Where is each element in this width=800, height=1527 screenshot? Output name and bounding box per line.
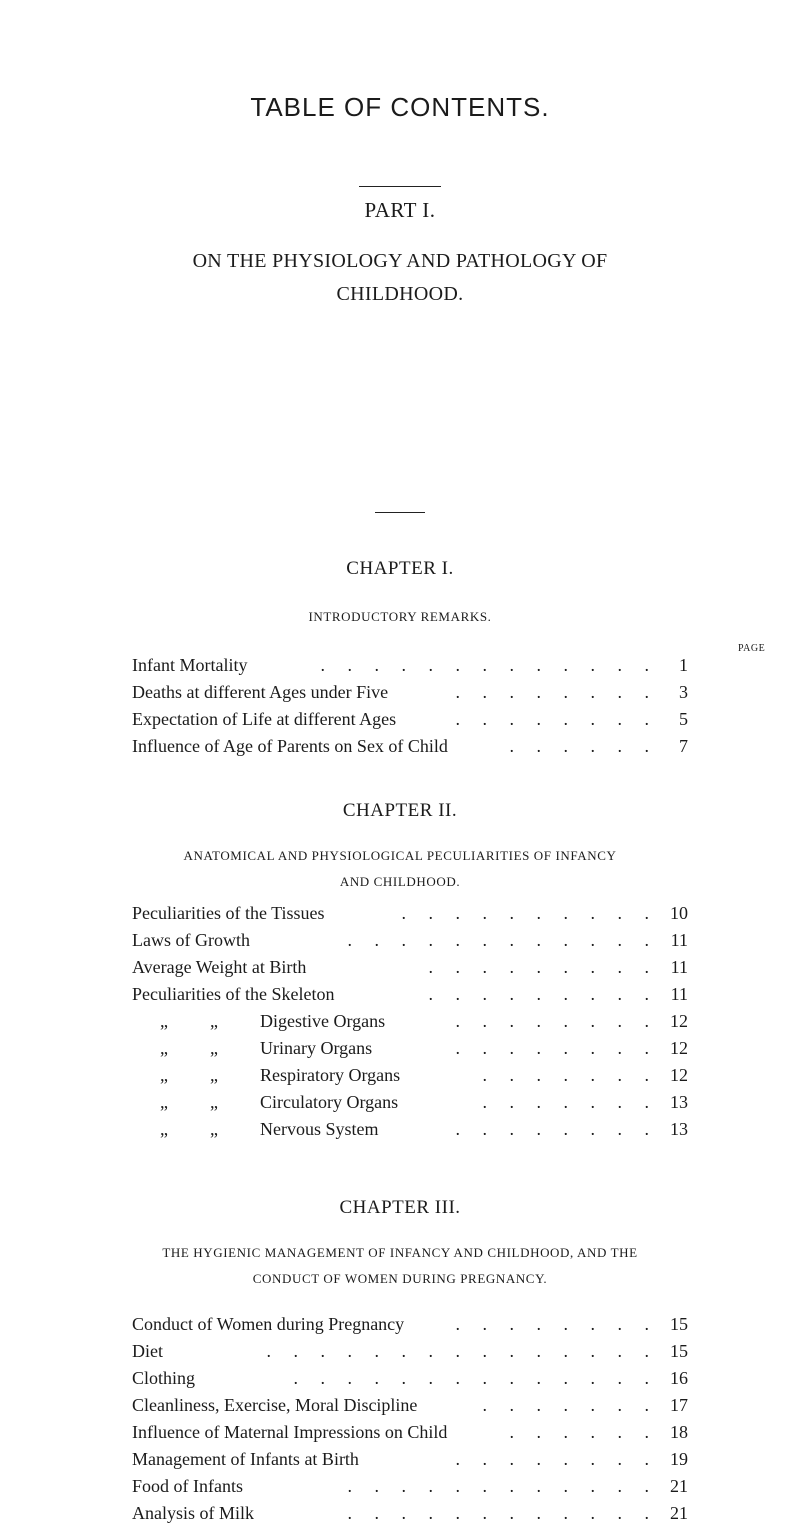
toc-entry-page: 15 <box>670 1314 688 1334</box>
toc-entry <box>132 1311 688 1338</box>
toc-entry <box>132 706 688 733</box>
toc-entry-label: Diet <box>132 1341 163 1361</box>
chapter-subtitle: AND CHILDHOOD. <box>339 874 461 889</box>
toc-entry <box>132 1062 688 1089</box>
toc-entry-page: 17 <box>670 1395 688 1415</box>
toc-entry-page: 3 <box>679 682 688 702</box>
dot-leaders: . . . . . . . . <box>455 1449 658 1469</box>
toc-entry-page: 19 <box>670 1449 688 1469</box>
toc-entry-label: Average Weight at Birth <box>132 957 307 977</box>
divider-rule <box>375 512 425 513</box>
dot-leaders: . . . . . . . . . . <box>401 903 658 923</box>
toc-entry-page: 15 <box>670 1341 688 1361</box>
ditto-mark: „ <box>160 1065 168 1085</box>
dot-leaders: . . . . . . . . <box>455 1011 658 1031</box>
ditto-mark: „ <box>160 1092 168 1112</box>
toc-entry <box>132 1392 688 1419</box>
part-title: PART I. <box>364 198 436 222</box>
dot-leaders: . . . . . . . . . . . . . . . <box>266 1341 658 1361</box>
dot-leaders: . . . . . . . . <box>455 1038 658 1058</box>
toc-entry-label: Circulatory Organs <box>260 1092 399 1112</box>
toc-entry-page: 18 <box>670 1422 688 1442</box>
toc-entry-page: 5 <box>679 709 688 729</box>
toc-entry <box>132 1365 688 1392</box>
dot-leaders: . . . . . . . <box>482 1092 658 1112</box>
dot-leaders: . . . . . . . . . <box>428 984 658 1004</box>
chapter-subtitle: ANATOMICAL AND PHYSIOLOGICAL PECULIARITIES OF INFANCY <box>183 848 617 863</box>
toc-entry-label: Nervous System <box>260 1119 379 1139</box>
ditto-mark: „ <box>210 1119 218 1139</box>
dot-leaders: . . . . . . . . . . . . <box>347 1476 658 1496</box>
dot-leaders: . . . . . . . <box>482 1065 658 1085</box>
toc-entry <box>132 1116 688 1143</box>
dot-leaders: . . . . . . . . . . . . <box>347 930 658 950</box>
toc-entry <box>132 981 688 1008</box>
dot-leaders: . . . . . . . . . <box>428 957 658 977</box>
toc-entry-label: Urinary Organs <box>260 1038 373 1058</box>
dot-leaders: . . . . . . <box>509 1422 658 1442</box>
ditto-mark: „ <box>160 1011 168 1031</box>
toc-entry <box>132 954 688 981</box>
ditto-mark: „ <box>160 1119 168 1139</box>
toc-section <box>132 1311 688 1527</box>
toc-entry-label: Digestive Organs <box>260 1011 386 1031</box>
toc-section <box>132 652 688 760</box>
toc-section <box>132 900 688 1143</box>
chapter-heading: CHAPTER II. <box>342 800 458 821</box>
toc-entry-page: 13 <box>670 1092 688 1112</box>
toc-entry-page: 7 <box>679 736 688 756</box>
toc-entry-label: Food of Infants <box>132 1476 243 1496</box>
divider-rule <box>359 186 441 187</box>
toc-entry-label: Influence of Maternal Impressions on Child <box>132 1422 448 1442</box>
ditto-mark: „ <box>210 1065 218 1085</box>
page-title: TABLE OF CONTENTS. <box>250 92 550 122</box>
toc-entry-page: 12 <box>670 1011 688 1031</box>
toc-entry-label: Influence of Age of Parents on Sex of Child <box>132 736 448 756</box>
part-subtitle-line-2: CHILDHOOD. <box>336 283 464 305</box>
dot-leaders: . . . . . . . . <box>455 1314 658 1334</box>
dot-leaders: . . . . . . . . <box>455 709 658 729</box>
toc-entry <box>132 652 688 679</box>
toc-entry-label: Infant Mortality <box>132 655 248 675</box>
toc-entry-label: Deaths at different Ages under Five <box>132 682 389 702</box>
toc-entry <box>132 927 688 954</box>
chapter-heading: CHAPTER I. <box>346 558 454 579</box>
toc-entry <box>132 679 688 706</box>
toc-entry-label: Peculiarities of the Skeleton <box>132 984 335 1004</box>
toc-entry-page: 11 <box>670 984 688 1004</box>
toc-entry <box>132 1419 688 1446</box>
page-column-label: PAGE <box>738 643 766 654</box>
toc-entry-label: Respiratory Organs <box>260 1065 401 1085</box>
dot-leaders: . . . . . . . . . . . . . . <box>293 1368 658 1388</box>
toc-entry-page: 1 <box>679 655 688 675</box>
toc-entry-page: 16 <box>670 1368 688 1388</box>
toc-entry-page: 11 <box>670 957 688 977</box>
toc-entry <box>132 1338 688 1365</box>
ditto-mark: „ <box>160 1038 168 1058</box>
toc-entry-label: Conduct of Women during Pregnancy <box>132 1314 405 1334</box>
toc-entry <box>132 733 688 760</box>
toc-entry-page: 13 <box>670 1119 688 1139</box>
toc-entry <box>132 1500 688 1527</box>
toc-entry-page: 21 <box>670 1476 688 1496</box>
chapter-heading: CHAPTER III. <box>339 1197 461 1218</box>
toc-entry-label: Management of Infants at Birth <box>132 1449 359 1469</box>
toc-entry <box>132 1089 688 1116</box>
dot-leaders: . . . . . . . . . . . . <box>347 1503 658 1523</box>
part-subtitle-line-1: ON THE PHYSIOLOGY AND PATHOLOGY OF <box>192 250 608 272</box>
chapter-subtitle: THE HYGIENIC MANAGEMENT OF INFANCY AND CHILDHOOD, AND THE <box>162 1245 638 1260</box>
toc-entry-label: Cleanliness, Exercise, Moral Discipline <box>132 1395 418 1415</box>
ditto-mark: „ <box>210 1011 218 1031</box>
dot-leaders: . . . . . . <box>509 736 658 756</box>
toc-entry-label: Laws of Growth <box>132 930 250 950</box>
toc-entry-label: Expectation of Life at different Ages <box>132 709 397 729</box>
toc-entry <box>132 900 688 927</box>
toc-entry-page: 11 <box>670 930 688 950</box>
toc-entry-page: 21 <box>670 1503 688 1523</box>
toc-entry <box>132 1008 688 1035</box>
ditto-mark: „ <box>210 1038 218 1058</box>
toc-entry-label: Analysis of Milk <box>132 1503 255 1523</box>
toc-entry <box>132 1446 688 1473</box>
toc-entry-page: 12 <box>670 1065 688 1085</box>
toc-entry-page: 10 <box>670 903 688 923</box>
toc-entry <box>132 1035 688 1062</box>
dot-leaders: . . . . . . . <box>482 1395 658 1415</box>
ditto-mark: „ <box>210 1092 218 1112</box>
toc-entry-label: Clothing <box>132 1368 196 1388</box>
chapter-subtitle: INTRODUCTORY REMARKS. <box>308 609 492 624</box>
dot-leaders: . . . . . . . . . . . . . <box>320 655 658 675</box>
chapter-subtitle: CONDUCT OF WOMEN DURING PREGNANCY. <box>252 1271 548 1286</box>
toc-entry-page: 12 <box>670 1038 688 1058</box>
dot-leaders: . . . . . . . . <box>455 682 658 702</box>
dot-leaders: . . . . . . . . <box>455 1119 658 1139</box>
toc-entry-label: Peculiarities of the Tissues <box>132 903 325 923</box>
